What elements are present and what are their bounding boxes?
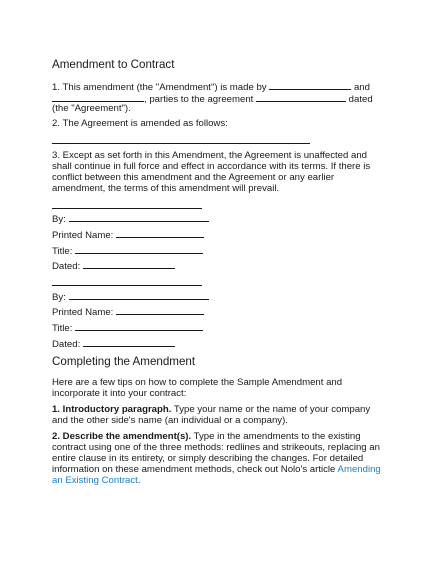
tip-1-line-2: and the other side's name (an individual or a company).: [52, 415, 288, 426]
section-heading: Completing the Amendment: [52, 355, 196, 368]
sig2-title-blank[interactable]: [75, 321, 203, 331]
intro-line-1: Here are a few tips on how to complete the Sample Amendment and: [52, 377, 343, 388]
tip-2-line-4: information on these amendment methods, check out Nolo's article Amending: [52, 464, 381, 475]
party-1-blank[interactable]: [269, 80, 351, 90]
sig1-printed-name: Printed Name:: [52, 228, 204, 242]
sig1-by: By:: [52, 212, 209, 226]
signature-line-2[interactable]: [52, 285, 202, 286]
document-title: Amendment to Contract: [52, 58, 175, 71]
sig1-by-blank[interactable]: [69, 212, 209, 222]
amending-contract-link[interactable]: Amending: [337, 464, 381, 475]
tip-2-line-1: 2. Describe the amendment(s). Type in the amendments to the existing: [52, 431, 361, 442]
sig2-printed-blank[interactable]: [116, 305, 204, 315]
amending-contract-link-cont[interactable]: an Existing Contract: [52, 475, 138, 486]
sig2-title: Title:: [52, 321, 203, 335]
sig1-dated: Dated:: [52, 259, 175, 273]
paragraph-3-line-1: 3. Except as set forth in this Amendment, the Agreement is unaffected and: [52, 150, 368, 161]
tip-1-line-1: 1. Introductory paragraph. Type your name or the name of your company: [52, 404, 371, 415]
sig2-by: By:: [52, 290, 209, 304]
tip-2-line-2: contract using one of the three methods: redlines and strikeouts, replacing an: [52, 442, 380, 453]
paragraph-2: 2. The Agreement is amended as follows:: [52, 118, 228, 129]
paragraph-1-line-3: (the "Agreement").: [52, 103, 131, 114]
party-2-blank[interactable]: [52, 92, 144, 102]
intro-line-2: incorporate it into your contract:: [52, 388, 187, 399]
paragraph-3-line-3: conflict between this amendment and the Agreement or any earlier: [52, 172, 335, 183]
sig1-dated-blank[interactable]: [83, 259, 175, 269]
sig2-by-blank[interactable]: [69, 290, 209, 300]
paragraph-1-line-1: 1. This amendment (the "Amendment") is made by and: [52, 82, 370, 93]
agreement-date-blank[interactable]: [256, 92, 346, 102]
sig2-dated-blank[interactable]: [83, 337, 175, 347]
paragraph-3-line-2: shall continue in full force and effect in accordance with its terms. If there is: [52, 161, 371, 172]
sig1-title: Title:: [52, 244, 203, 258]
amendment-text-blank[interactable]: [52, 143, 310, 144]
sig2-dated: Dated:: [52, 337, 175, 351]
signature-line-1[interactable]: [52, 208, 202, 209]
paragraph-1-line-2: , parties to the agreement dated: [52, 92, 373, 106]
paragraph-3-line-4: amendment, the terms of this amendment will prevail.: [52, 183, 280, 194]
sig1-title-blank[interactable]: [75, 244, 203, 254]
tip-2-line-3: entire clause in its entirety, or simply describing the changes. For detailed: [52, 453, 364, 464]
tip-2-line-5: an Existing Contract.: [52, 475, 141, 486]
sig1-printed-blank[interactable]: [116, 228, 204, 238]
sig2-printed-name: Printed Name:: [52, 305, 204, 319]
